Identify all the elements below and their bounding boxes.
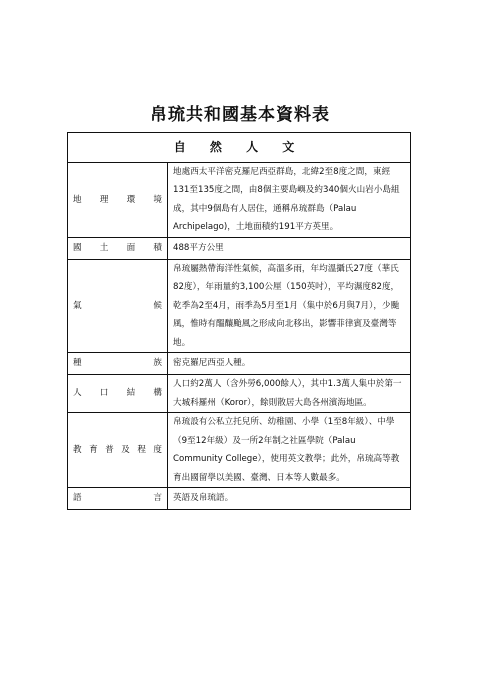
label-char: 普 bbox=[105, 444, 114, 455]
table-row bbox=[68, 413, 411, 488]
table-row bbox=[68, 259, 411, 352]
row-content: 密克羅尼西亞人種。 bbox=[168, 353, 411, 375]
label-char: 氣 bbox=[73, 300, 82, 311]
document-title: 帛琉共和國基本資料表 bbox=[150, 105, 330, 125]
table-row bbox=[68, 488, 411, 510]
label-char: 面 bbox=[126, 243, 136, 254]
label-char: 候 bbox=[153, 300, 162, 311]
row-content: 地處西太平洋密克羅尼西亞群島，北緯2至8度之間，東經131至135度之間，由8個主要島嶼及約340個火山岩小島組成，其中9個島有人居住，通稱帛琉群島（Palau Archipelago)，土地面積約191平方英里。 bbox=[168, 163, 411, 238]
label-char: 語 bbox=[73, 493, 82, 504]
table-row bbox=[68, 163, 411, 238]
row-label bbox=[68, 163, 168, 238]
label-char: 環 bbox=[126, 194, 136, 205]
label-char: 構 bbox=[153, 388, 162, 399]
label-char: 人 bbox=[73, 388, 82, 399]
label-char: 理 bbox=[99, 194, 109, 205]
info-table bbox=[67, 132, 411, 510]
row-content: 488平方公里 bbox=[168, 237, 411, 259]
label-char: 積 bbox=[153, 243, 162, 254]
row-content: 帛琉屬熱帶海洋性氣候，高溫多雨，年均溫攝氏27度（華氏82度），年雨量約3,100公厘（150英吋），平均濕度82度，乾季為2至4月，雨季為5月至1月（集中於6月與7月），少颱風，惟時有醞釀颱風之形成向北移出，影響菲律賓及臺灣等地。 bbox=[168, 259, 411, 352]
section-header: 自 然 人 文 bbox=[68, 133, 411, 163]
table-row bbox=[68, 237, 411, 259]
label-char: 國 bbox=[73, 243, 82, 254]
label-char: 地 bbox=[73, 194, 82, 205]
label-char: 結 bbox=[126, 388, 136, 399]
row-label bbox=[68, 488, 168, 510]
label-char: 種 bbox=[73, 358, 82, 369]
row-label bbox=[68, 375, 168, 413]
label-char: 言 bbox=[153, 493, 162, 504]
row-content: 人口約2萬人（含外勞6,000餘人），其中1.3萬人集中於第一大城科羅州（Koror），餘則散居大島各州濱海地區。 bbox=[168, 375, 411, 413]
row-label bbox=[68, 259, 168, 352]
label-char: 土 bbox=[99, 243, 109, 254]
row-label bbox=[68, 237, 168, 259]
table-row bbox=[68, 375, 411, 413]
label-char: 及 bbox=[121, 444, 130, 455]
row-label bbox=[68, 413, 168, 488]
row-content: 帛琉設有公私立托兒所、幼稚園、小學（1至8年級）、中學（9至12年級）及一所2年制之社區學院（Palau Community College），使用英文教學；此外，帛琉高等教育出國留學以美國、臺灣、日本等人數最多。 bbox=[168, 413, 411, 488]
label-char: 育 bbox=[89, 444, 98, 455]
row-content: 英語及帛琉語。 bbox=[168, 488, 411, 510]
table-row bbox=[68, 353, 411, 375]
label-char: 族 bbox=[153, 358, 162, 369]
row-label bbox=[68, 353, 168, 375]
label-char: 口 bbox=[99, 388, 109, 399]
label-char: 境 bbox=[153, 194, 162, 205]
section-header-row bbox=[68, 133, 411, 163]
label-char: 程 bbox=[137, 444, 146, 455]
label-char: 度 bbox=[153, 444, 162, 455]
label-char: 教 bbox=[73, 444, 82, 455]
